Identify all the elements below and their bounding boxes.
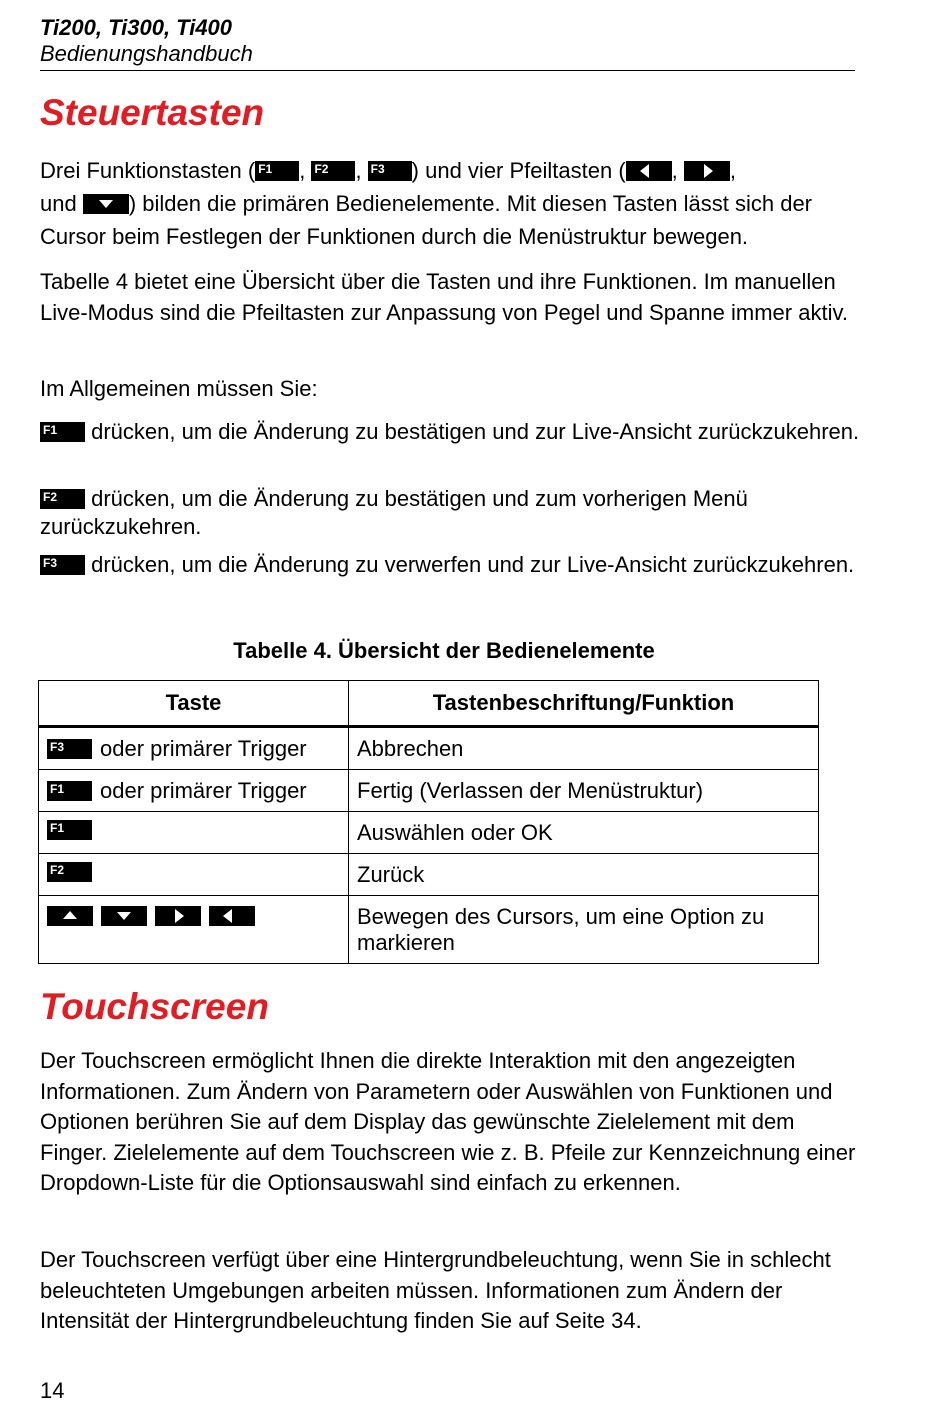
intro-text-a: Drei Funktionstasten ( xyxy=(40,158,256,183)
overview-paragraph: Tabelle 4 bietet eine Übersicht über die Tasten und ihre Funktionen. Im manuellen Live-Modus sind die Pfeiltasten zur Anpassung von Pegel und Spanne immer aktiv. xyxy=(40,269,848,325)
key-cell xyxy=(39,854,349,896)
general-instruction: Im Allgemeinen müssen Sie: xyxy=(40,376,318,401)
intro-sep: , xyxy=(729,158,737,183)
f3-key-icon: F3 xyxy=(368,161,412,181)
f2-key-icon: F2 xyxy=(47,862,92,882)
right-arrow-key-icon xyxy=(155,906,201,926)
instruction-item-f1 xyxy=(40,418,860,446)
table-row xyxy=(39,854,819,896)
key-cell xyxy=(39,812,349,854)
header-models: Ti200, Ti300, Ti400 xyxy=(40,15,233,40)
touchscreen-paragraph-2: Der Touchscreen verfügt über eine Hintergrundbeleuchtung, wenn Sie in schlecht beleuchteten Umgebungen arbeiten müssen. Informationen zum Ändern der Intensität der Hintergrundbeleuchtung finden Sie auf Seite 34. xyxy=(40,1247,831,1333)
page-number: 14 xyxy=(40,1378,65,1403)
key-text: oder primärer Trigger xyxy=(100,736,307,761)
instruction-item-f2 xyxy=(40,485,860,541)
down-arrow-key-icon xyxy=(101,906,147,926)
intro-text-c: und xyxy=(40,191,83,216)
f3-key-icon: F3 xyxy=(40,555,85,575)
f2-key-icon: F2 xyxy=(311,161,355,181)
table-row xyxy=(39,727,819,770)
left-arrow-key-icon xyxy=(209,906,255,926)
f1-key-icon: F1 xyxy=(47,820,92,840)
section-title-touchscreen: Touchscreen xyxy=(40,986,269,1027)
intro-text-b: ) und vier Pfeiltasten ( xyxy=(411,158,626,183)
f1-key-icon: F1 xyxy=(40,422,85,442)
f2-key-icon: F2 xyxy=(40,489,85,509)
up-arrow-key-icon xyxy=(47,906,93,926)
instruction-item-f3 xyxy=(40,551,860,579)
instruction-text: drücken, um die Änderung zu bestätigen und zum vorherigen Menü zurückzukehren. xyxy=(40,486,748,539)
f1-key-icon: F1 xyxy=(255,161,299,181)
page-header xyxy=(40,14,854,66)
touchscreen-paragraph-1: Der Touchscreen ermöglicht Ihnen die direkte Interaktion mit den angezeigten Informationen. Zum Ändern von Parametern oder Auswählen von Funktionen und Optionen berühren Sie auf dem Display das gewünschte Zielelement mit dem Finger. Zielelemente auf dem Touchscreen wie z. B. Pfeile zur Kennzeichnung einer Dropdown-Liste für die Optionsauswahl sind einfach zu erkennen. xyxy=(40,1048,856,1195)
table-row xyxy=(39,812,819,854)
controls-table xyxy=(38,680,819,964)
intro-sep: , xyxy=(299,158,312,183)
function-cell: Abbrechen xyxy=(349,727,819,770)
table-header-row xyxy=(39,681,819,727)
intro-sep: , xyxy=(355,158,368,183)
key-cell xyxy=(39,727,349,770)
function-cell: Auswählen oder OK xyxy=(349,812,819,854)
instruction-text: drücken, um die Änderung zu bestätigen und zur Live-Ansicht zurückzukehren. xyxy=(85,419,860,444)
header-funktion: Tastenbeschriftung/Funktion xyxy=(349,681,819,727)
table-row xyxy=(39,896,819,964)
header-manual-title: Bedienungshandbuch xyxy=(40,41,253,66)
table-row xyxy=(39,770,819,812)
key-text: oder primärer Trigger xyxy=(100,778,307,803)
instruction-text: drücken, um die Änderung zu verwerfen und zur Live-Ansicht zurückzukehren. xyxy=(85,552,855,577)
f1-key-icon: F1 xyxy=(47,781,92,801)
intro-paragraph xyxy=(40,154,860,253)
left-arrow-key-icon xyxy=(626,161,672,181)
key-cell xyxy=(39,770,349,812)
right-arrow-key-icon xyxy=(684,161,730,181)
function-cell: Bewegen des Cursors, um eine Option zu markieren xyxy=(349,896,819,964)
section-title-steuertasten: Steuertasten xyxy=(40,92,265,133)
header-taste: Taste xyxy=(39,681,349,727)
key-cell xyxy=(39,896,349,964)
table-caption: Tabelle 4. Übersicht der Bedienelemente xyxy=(233,638,655,663)
down-arrow-key-icon xyxy=(83,194,129,214)
function-cell: Zurück xyxy=(349,854,819,896)
function-cell: Fertig (Verlassen der Menüstruktur) xyxy=(349,770,819,812)
header-divider xyxy=(40,70,855,71)
f3-key-icon: F3 xyxy=(47,739,92,759)
intro-sep: , xyxy=(671,158,684,183)
intro-text-d: ) bilden die primären Bedienelemente. Mit diesen Tasten lässt sich der Cursor beim Festlegen der Funktionen durch die Menüstruktur bewegen. xyxy=(40,191,813,249)
